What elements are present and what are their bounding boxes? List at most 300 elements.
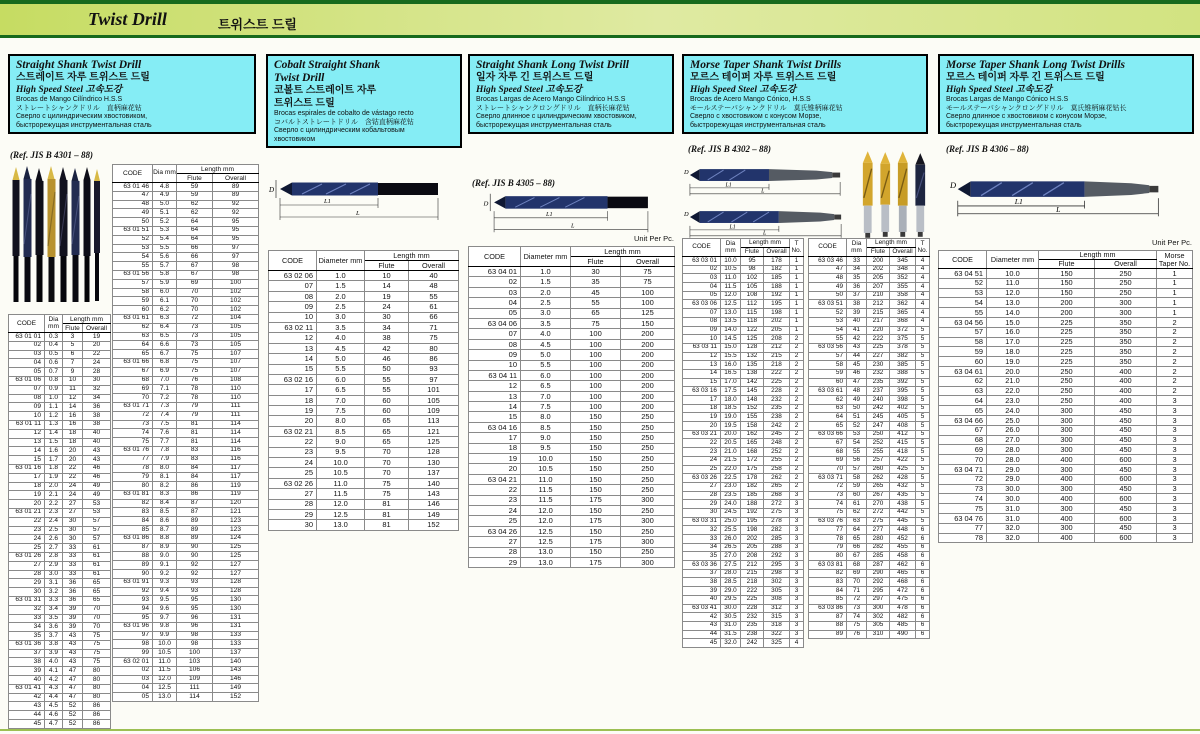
table-row: 13 4.5 42 80 [269,343,459,353]
table-row: 72 29.0 400 600 3 [939,474,1193,484]
table-row: 23 11.5 175 300 [469,495,675,505]
title-ru2: быстрорежущая инструментальная сталь [946,121,1082,129]
table-row: 27 2.9 33 61 [9,561,111,570]
title-jp: ストレートシャンクロングドリル 直柄长麻花钻 [476,104,630,112]
table-row: 70 28.0 400 600 3 [939,455,1193,465]
table-row: 38 28.5 218 302 3 [683,578,804,587]
svg-text:L1: L1 [729,224,736,231]
table-row: 63 02 01 11.0 103 140 [113,658,259,667]
table-row: 12 15.5 132 215 2 [683,352,804,361]
unit-note: Unit Per Pc. [1151,238,1192,247]
table-row: 72 7.4 79 111 [113,411,259,420]
table-row: 63 01 81 8.3 86 119 [113,490,259,499]
col-length: Length mm [571,247,675,257]
table-row: 49 36 207 355 4 [809,283,930,292]
table-row: 63 01 21 2.3 27 53 [9,508,111,517]
table-row: 60 6.2 70 102 [113,306,259,315]
table-row: 02 10.5 98 182 1 [683,265,804,274]
col-code: CODE [113,165,153,183]
table-row: 25 12.0 175 300 [469,516,675,526]
title-ru2: быстрорежущая инструментальная сталь [16,121,152,129]
svg-text:L: L [571,222,575,230]
table-row: 87 74 302 482 6 [809,613,930,622]
section-header [8,54,256,134]
table-row: 25 22.0 175 258 2 [683,465,804,474]
col-code: CODE [809,239,847,257]
table-row: 13 16.0 135 218 2 [683,361,804,370]
table-row: 94 9.6 95 130 [113,605,259,614]
page-title: Twist Drill [88,9,167,29]
unit-note: Unit Per Pc. [633,234,674,243]
col-dia: Dia mm [153,165,177,183]
table-row: 53 5.5 66 97 [113,244,259,253]
table-row: 12 6.5 100 200 [469,381,675,391]
table-row: 53 40 217 368 4 [809,317,930,326]
table-row: 28 23.5 185 268 3 [683,491,804,500]
table-row: 63 01 91 9.3 93 128 [113,578,259,587]
table-row: 63 01 76 7.8 83 116 [113,446,259,455]
table-row: 65 6.7 75 107 [113,350,259,359]
table-row: 63 01 86 8.8 89 124 [113,534,259,543]
table-row: 09 2.5 24 61 [269,302,459,312]
table-row: 23 2.5 30 57 [9,526,111,535]
table-row: 62 6.4 73 105 [113,323,259,332]
table-row: 77 64 277 448 6 [809,526,930,535]
table-row: 63 01 06 0.8 10 30 [9,376,111,385]
table-row: 07 0.9 11 32 [9,385,111,394]
long-straight-table [468,246,675,568]
straight-drill-diagram [268,174,452,226]
table-row: 23 21.0 168 252 2 [683,448,804,457]
table-row: 05 12.0 108 192 1 [683,291,804,300]
col-code: CODE [9,315,45,333]
table-row: 63 01 46 4.8 59 89 [113,183,259,192]
table-row: 73 7.5 81 114 [113,420,259,429]
col-length: Length mm [63,315,111,324]
table-row: 70 57 260 425 5 [809,465,930,474]
col-dia: Dia mm [45,315,63,333]
table-row: 32 3.4 39 70 [9,605,111,614]
table-row: 58 17.0 225 350 2 [939,337,1193,347]
table-row: 29 13.0 175 300 [469,557,675,567]
table-row: 30 24.5 192 275 3 [683,508,804,517]
table-row: 84 71 295 472 6 [809,587,930,596]
table-row: 67 26.0 300 450 3 [939,425,1193,435]
table-row: 15 8.0 150 250 [469,412,675,422]
table-row: 47 4.9 59 89 [113,191,259,200]
table-row: 29 3.1 36 65 [9,579,111,588]
title-ru: Сверло длинное с цилиндрическим хвостовиком, [476,113,637,121]
svg-text:D: D [950,180,957,190]
title-ru2: быстрорежущая инструментальная сталь [476,121,612,129]
col-dia: Dia mm [847,239,867,257]
table-row: 72 59 265 432 5 [809,482,930,491]
table-row: 63 03 36 27.5 212 295 3 [683,561,804,570]
table-row: 17 6.5 55 101 [269,385,459,395]
table-row: 63 03 01 10.0 95 178 1 [683,257,804,266]
table-row: 70 7.2 78 110 [113,394,259,403]
table-row: 57 44 227 382 5 [809,352,930,361]
table-row: 24 12.0 150 250 [469,505,675,515]
table-row: 08 13.5 118 202 1 [683,317,804,326]
table-row: 39 4.1 47 80 [9,667,111,676]
table-row: 54 13.0 200 300 1 [939,298,1193,308]
col-flute: Flute [1039,260,1095,269]
jis-ref: (Ref. JIS B 4306 – 88) [946,144,1029,154]
table-row: 55 5.7 67 98 [113,262,259,271]
table-row: 79 8.1 84 117 [113,473,259,482]
section-title-ko: 스트레이트 자루 트위스트 드릴 [16,72,150,83]
table-row: 63 04 66 25.0 300 450 3 [939,415,1193,425]
table-row: 28 3.0 33 61 [9,570,111,579]
table-row: 09 5.0 100 200 [469,350,675,360]
col-overall: Overall [1095,260,1157,269]
col-length: Length mm [741,239,790,248]
title-ru: Сверло длинное с хвостовиком с конусом Морзе, [946,113,1107,121]
title-ru2: быстрорежущая инструментальная сталь [690,121,826,129]
table-row: 20 2.2 27 53 [9,500,111,509]
table-row: 82 69 290 465 6 [809,569,930,578]
table-row: 63 04 56 15.0 225 350 2 [939,317,1193,327]
table-row: 60 19.0 225 350 2 [939,357,1193,367]
col-code: CODE [469,247,521,267]
table-row: 67 6.9 75 107 [113,367,259,376]
table-row: 57 5.9 69 100 [113,279,259,288]
table-row: 14 16.5 138 222 2 [683,369,804,378]
table-row: 85 8.7 89 123 [113,526,259,535]
table-row: 27 12.5 175 300 [469,537,675,547]
svg-text:L1: L1 [1014,197,1023,206]
table-row: 12 4.0 38 75 [269,333,459,343]
table-row: 74 30.0 400 600 3 [939,494,1193,504]
col-length: Length mm [365,251,459,261]
table-row: 63 03 31 25.0 195 278 3 [683,517,804,526]
section-header [468,54,674,134]
table-row: 19 10.0 150 250 [469,454,675,464]
table-row: 78 65 280 452 6 [809,535,930,544]
table-row: 85 72 297 475 6 [809,595,930,604]
material-line: High Speed Steel 고속도강 [946,84,1053,95]
table-row: 08 4.5 100 200 [469,339,675,349]
table-row: 03 11.0 102 185 1 [683,274,804,283]
table-row: 24 2.6 30 57 [9,535,111,544]
table-row: 25 2.7 33 61 [9,544,111,553]
morse-table-left [682,238,804,648]
table-row: 63 04 11 6.0 100 200 [469,370,675,380]
table-row: 54 5.6 66 97 [113,253,259,262]
table-row: 27 11.5 75 143 [269,489,459,499]
table-row: 18 2.0 24 49 [9,482,111,491]
table-row: 99 10.5 100 137 [113,649,259,658]
table-row: 17 9.0 150 250 [469,433,675,443]
table-row: 63 04 01 1.0 30 75 [469,267,675,277]
table-row: 03 0.5 6 22 [9,350,111,359]
jis-ref: (Ref. JIS B 4301 – 88) [10,150,93,160]
table-row: 17 18.0 148 232 2 [683,396,804,405]
table-row: 19 19.0 155 238 2 [683,413,804,422]
table-row: 18 18.5 152 235 2 [683,404,804,413]
table-row: 63 03 66 53 250 412 5 [809,430,930,439]
table-row: 49 5.1 62 92 [113,209,259,218]
table-row: 68 7.0 76 108 [113,376,259,385]
table-row: 22 9.0 65 125 [269,437,459,447]
table-row: 65 24.0 300 450 3 [939,406,1193,416]
jis-ref: (Ref. JIS B 4305 – 88) [472,178,555,188]
section-title-en: Morse Taper Shank Twist Drills [690,59,842,71]
table-row: 88 9.0 90 125 [113,552,259,561]
col-diameter: Diameter mm [317,251,365,271]
table-row: 10 5.5 100 200 [469,360,675,370]
table-row: 04 11.5 105 188 1 [683,283,804,292]
table-row: 45 4.7 52 86 [9,720,111,729]
title-jp: ストレートシャンクドリル 直柄麻花钻 [16,104,142,112]
table-row: 63 04 06 3.5 75 150 [469,318,675,328]
table-row: 63 04 76 31.0 400 600 3 [939,513,1193,523]
table-row: 10 1.2 16 38 [9,412,111,421]
table-row: 63 50 242 402 5 [809,404,930,413]
table-row: 63 04 71 29.0 300 450 3 [939,464,1193,474]
col-morse-taper-no: Morse Taper No. [1157,251,1193,269]
table-row: 18 7.0 60 105 [269,395,459,405]
table-row: 63 01 01 0.3 3 19 [9,333,111,342]
table-row: 95 9.7 96 131 [113,614,259,623]
table-row: 23 9.5 70 128 [269,447,459,457]
table-row: 30 3.2 36 65 [9,588,111,597]
table-row: 02 1.5 35 75 [469,277,675,287]
table-row: 44 4.6 52 86 [9,711,111,720]
title-es: Brocas Largas de Acero Mango Cilíndrico H.S.S [476,96,626,103]
table-row: 42 4.4 47 80 [9,693,111,702]
table-row: 88 75 305 485 6 [809,621,930,630]
table-row: 15 17.0 142 225 2 [683,378,804,387]
jis-ref: (Ref. JIS B 4302 – 88) [688,144,771,154]
table-row: 63 02 16 6.0 55 97 [269,374,459,384]
table-row: 63 03 06 12.5 112 195 1 [683,300,804,309]
table-row: 03 2.0 45 100 [469,287,675,297]
table-row: 93 9.5 95 130 [113,596,259,605]
table-row: 80 8.2 86 119 [113,482,259,491]
svg-text:D: D [483,200,489,208]
table-row: 63 01 71 7.3 79 111 [113,402,259,411]
table-row: 42 30.5 232 315 3 [683,613,804,622]
table-row: 63 01 61 6.3 72 104 [113,314,259,323]
table-row: 65 52 247 408 5 [809,422,930,431]
table-row: 29 12.5 81 149 [269,509,459,519]
col-flute: Flute [741,248,764,257]
table-row: 15 1.7 20 43 [9,456,111,465]
table-row: 13 7.0 100 200 [469,391,675,401]
table-row: 50 5.2 64 95 [113,218,259,227]
table-row: 63 01 96 9.8 96 131 [113,622,259,631]
col-length: Length mm [1039,251,1157,260]
table-row: 63 03 11 15.0 128 212 2 [683,343,804,352]
table-row: 73 60 267 435 5 [809,491,930,500]
title-band [0,0,1200,38]
table-row: 63 04 61 20.0 250 400 2 [939,366,1193,376]
table-row: 92 9.4 93 128 [113,587,259,596]
table-row: 83 8.5 87 121 [113,508,259,517]
table-row: 64 51 245 405 5 [809,413,930,422]
table-row: 37 28.0 215 298 3 [683,569,804,578]
col-diameter: Diameter mm [521,247,571,267]
section-header [266,54,462,148]
table-row: 19 7.5 60 109 [269,406,459,416]
table-row: 63 03 46 33 200 345 4 [809,257,930,266]
table-row: 63 04 51 10.0 150 250 1 [939,269,1193,279]
morse-drill-diagram [684,158,852,198]
material-line: High Speed Steel 고속도강 [690,84,797,95]
table-row: 63 03 26 22.5 178 262 2 [683,474,804,483]
material-line: High Speed Steel 고속도강 [16,84,123,95]
table-row: 63 6.5 73 105 [113,332,259,341]
table-row: 63 03 41 30.0 228 312 3 [683,604,804,613]
table-row: 55 14.0 200 300 1 [939,308,1193,318]
table-row: 63 03 16 17.5 145 228 2 [683,387,804,396]
table-row: 63 03 76 63 275 445 5 [809,517,930,526]
table-row: 48 5.0 62 92 [113,200,259,209]
table-row: 30 13.0 81 152 [269,520,459,530]
table-row: 37 3.9 43 75 [9,649,111,658]
table-row: 27 23.0 182 265 2 [683,482,804,491]
col-taper-no: T No. [916,239,930,257]
col-length: Length mm [177,165,259,174]
title-es: Brocas Largas de Mango Cónico H.S.S [946,96,1069,103]
svg-text:D: D [269,186,275,194]
table-row: 83 70 292 468 6 [809,578,930,587]
table-row: 17 1.9 22 46 [9,473,111,482]
table-row: 14 5.0 46 86 [269,354,459,364]
table-row: 63 02 21 8.5 65 121 [269,426,459,436]
table-row: 59 46 232 388 5 [809,369,930,378]
table-row: 82 8.4 87 120 [113,499,259,508]
section-title-en2: Twist Drill [274,72,325,84]
table-row: 34 26.5 205 288 3 [683,543,804,552]
table-row: 10 14.5 125 208 2 [683,335,804,344]
table-row: 59 6.1 70 102 [113,297,259,306]
table-row: 47 34 202 348 4 [809,265,930,274]
table-row: 58 6.0 70 102 [113,288,259,297]
section-title-ko2: 트위스트 드릴 [274,97,335,109]
section-title-ko: 일자 자루 긴 트위스트 드릴 [476,72,594,83]
table-row: 63 02 11 3.5 34 71 [269,322,459,332]
table-row: 54 41 220 372 5 [809,326,930,335]
col-diameter: Diameter mm [987,251,1039,269]
table-row: 50 37 210 358 4 [809,291,930,300]
page-title-korean: 트위스트 드릴 [218,17,297,32]
material-line: High Speed Steel 고속도강 [476,84,583,95]
table-row: 74 7.6 81 114 [113,429,259,438]
section-title-ko: 코볼트 스트레이트 자루 [274,85,377,96]
table-row: 62 21.0 250 400 2 [939,376,1193,386]
table-row: 63 01 31 3.3 36 65 [9,596,111,605]
table-row: 04 0.6 7 24 [9,359,111,368]
table-row: 63 01 11 1.3 16 38 [9,420,111,429]
table-row: 63 01 16 1.8 22 46 [9,464,111,473]
table-row: 63 03 51 38 212 362 4 [809,300,930,309]
table-row: 63 03 86 73 300 478 6 [809,604,930,613]
col-overall: Overall [621,257,675,267]
morse-long-drill-diagram [950,158,1170,228]
svg-text:L1: L1 [324,198,331,205]
table-row: 63 03 61 48 237 395 5 [809,387,930,396]
taper-drills-photo [858,148,930,240]
col-overall: Overall [83,324,111,333]
table-row: 68 55 255 418 5 [809,448,930,457]
table-row: 33 3.5 39 70 [9,614,111,623]
title-ru: Сверло с цилиндрическим кобальтовым [274,127,405,135]
table-row: 75 31.0 300 450 3 [939,504,1193,514]
col-overall: Overall [764,248,790,257]
table-row: 07 13.0 115 198 1 [683,309,804,318]
table-row: 58 45 230 385 5 [809,361,930,370]
table-row: 43 31.0 235 318 3 [683,621,804,630]
bottom-rule [0,729,1200,731]
table-row: 78 32.0 400 600 3 [939,533,1193,543]
col-code: CODE [683,239,721,257]
table-row: 02 11.5 106 143 [113,666,259,675]
svg-text:L: L [761,188,765,195]
table-row: 63 01 36 3.8 43 75 [9,640,111,649]
table-row: 38 4.0 43 75 [9,658,111,667]
table-row: 28 12.0 81 146 [269,499,459,509]
straight-shank-table-large [112,164,259,702]
table-row: 55 42 222 375 5 [809,335,930,344]
table-row: 20 19.5 158 242 2 [683,422,804,431]
morse-long-table [938,250,1193,543]
table-row: 98 10.0 98 133 [113,640,259,649]
table-row: 22 11.5 150 250 [469,485,675,495]
table-row: 13 1.5 18 40 [9,438,111,447]
svg-text:L: L [1056,204,1061,214]
col-dia: Dia mm [721,239,741,257]
table-row: 77 32.0 300 450 3 [939,523,1193,533]
table-row: 52 5.4 64 95 [113,235,259,244]
table-row: 73 30.0 300 450 3 [939,484,1193,494]
section-title-en: Straight Shank Long Twist Drill [476,59,629,71]
table-row: 04 2.5 55 100 [469,298,675,308]
table-row: 43 4.5 52 86 [9,702,111,711]
table-row: 19 2.1 24 49 [9,491,111,500]
table-row: 89 76 310 490 6 [809,630,930,639]
table-row: 57 16.0 225 350 2 [939,327,1193,337]
col-code: CODE [269,251,317,271]
long-drill-diagram [476,188,666,238]
table-row: 02 0.4 5 20 [9,341,111,350]
table-row: 52 11.0 150 250 1 [939,278,1193,288]
table-row: 63 04 16 8.5 150 250 [469,422,675,432]
straight-shank-table-small [8,314,111,729]
table-row: 24 21.5 172 255 2 [683,456,804,465]
table-row: 35 3.7 43 75 [9,632,111,641]
table-row: 69 56 257 422 5 [809,456,930,465]
table-row: 45 32.0 242 325 4 [683,639,804,648]
table-row: 07 1.5 14 48 [269,281,459,291]
table-row: 63 04 26 12.5 150 250 [469,526,675,536]
table-row: 08 1.0 12 34 [9,394,111,403]
svg-text:D: D [684,169,689,177]
table-row: 14 1.6 20 43 [9,447,111,456]
table-row: 63 02 06 1.0 10 40 [269,271,459,281]
col-flute: Flute [63,324,83,333]
svg-text:L: L [356,210,360,217]
table-row: 24 10.0 70 130 [269,458,459,468]
table-row: 67 54 252 415 5 [809,439,930,448]
table-row: 78 8.0 84 117 [113,464,259,473]
title-ru2: хвостовиком [274,135,316,143]
table-row: 63 01 56 5.8 67 98 [113,270,259,279]
title-jp: モールステーパシャンクドリル 莫氏锥柄麻花钻 [690,104,843,112]
table-row: 33 26.0 202 285 3 [683,535,804,544]
